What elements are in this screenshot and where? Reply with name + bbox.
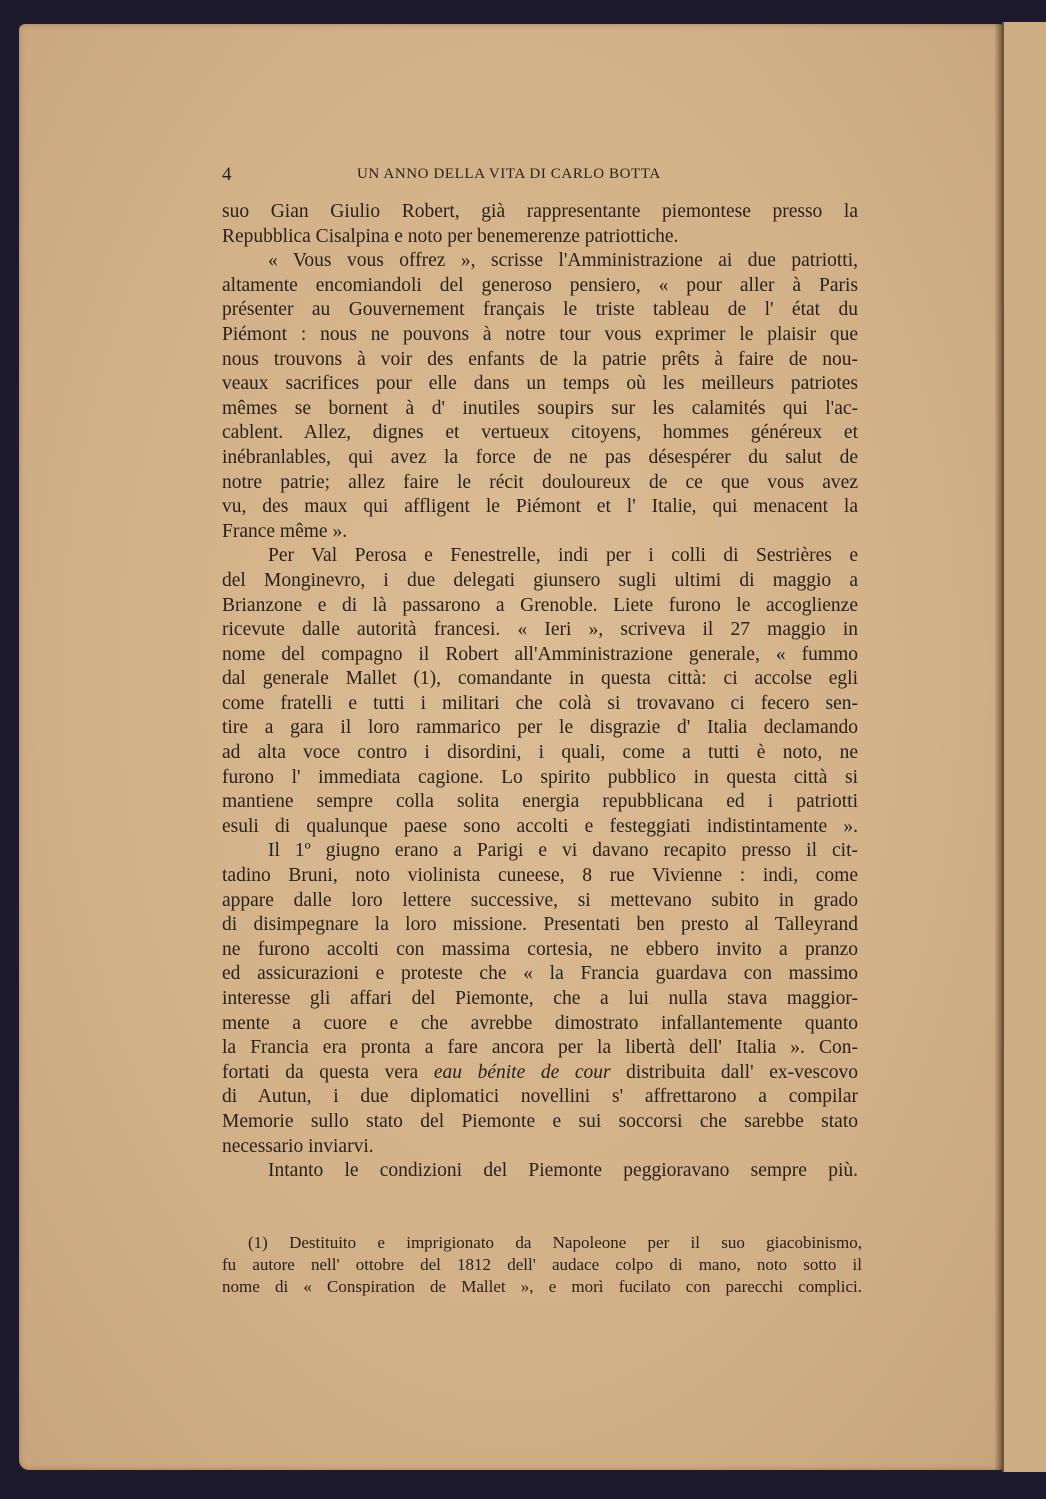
text-line: Repubblica Cisalpina e noto per benemerenze patriottiche. [222,225,679,247]
text-line: Piémont : nous ne pouvons à notre tour vous exprimer le plaisir que [222,323,858,345]
text-line: necessario inviarvi. [222,1135,374,1157]
paragraph-3 [222,544,858,839]
text-line: appare dalle loro lettere successive, si mettevano subito in grado [222,889,858,911]
text-line: altamente encomiandoli del generoso pensiero, « pour aller à Paris [222,274,858,296]
text-line: come fratelli e tutti i militari che colà si trovavano ci fecero sen- [222,692,858,714]
text-line-with-italic [222,1061,858,1086]
text-line: ad alta voce contro i disordini, i quali, come a tutti è noto, ne [222,742,858,764]
text-line: veaux sacrifices pour elle dans un temps où les meilleurs patriotes [222,373,858,395]
text-line: « Vous vous offrez », scrisse l'Amministrazione ai due patriotti, [268,250,858,272]
text-segment: distribuita dall' ex-vescovo [610,1061,859,1083]
footnote-line: nome di « Conspiration de Mallet », e morì fucilato con parecchi complici. [222,1277,862,1296]
running-title: UN ANNO DELLA VITA DI CARLO BOTTA [357,166,661,182]
text-line: di Autun, i due diplomatici novellini s' affrettarono a compilar [222,1086,858,1108]
footnote-line: (1) Destituito e imprigionato da Napoleone per il suo giacobinismo, [248,1233,862,1252]
text-line: Per Val Perosa e Fenestrelle, indi per i colli di Sestrières e [268,545,858,567]
text-line: France même ». [222,520,348,542]
text-line: di disimpegnare la loro missione. Presentati ben presto al Talleyrand [222,914,858,936]
text-line: dal generale Mallet (1), comandante in questa città: ci accolse egli [222,668,858,690]
body-text [222,200,858,1184]
text-line: inébranlables, qui avez la force de ne pas désespérer du salut de [222,446,858,468]
text-line: nome del compagno il Robert all'Amministrazione generale, « fummo [222,643,858,665]
text-line: del Monginevro, i due delegati giunsero sugli ultimi di maggio a [222,569,858,591]
text-segment: fortati da questa vera [222,1061,434,1083]
text-line: notre patrie; allez faire le récit douloureux de ce que vous avez [222,471,858,493]
text-line: interesse gli affari del Piemonte, che a lui nulla stava maggior- [222,988,858,1009]
text-line: Il 1º giugno erano a Parigi e vi davano recapito presso il cit- [268,840,858,862]
adjacent-page-edge [1002,22,1046,1472]
text-line: furono l' immediata cagione. Lo spirito pubblico in questa città si [222,766,858,788]
text-line: Brianzone e di là passarono a Grenoble. Liete furono le accoglienze [222,594,858,616]
text-line: nous trouvons à voir des enfants de la patrie prêts à faire de nou- [222,348,858,370]
text-line: cablent. Allez, dignes et vertueux citoyens, hommes généreux et [222,422,858,444]
text-line: suo Gian Giulio Robert, già rappresentante piemontese presso la [222,201,858,222]
text-line: tire a gara il loro rammarico per le disgrazie d' Italia declamando [222,717,858,739]
page-header [222,162,858,188]
paragraph-5 [222,1159,858,1184]
text-line: mente a cuore e che avrebbe dimostrato infallantemente quanto [222,1012,858,1034]
footnote-line: fu autore nell' ottobre del 1812 dell' audace colpo di mano, noto sotto il [222,1255,862,1274]
text-line: Memorie sullo stato del Piemonte e sui soccorsi che sarebbe stato [222,1110,858,1132]
text-line: tadino Bruni, noto violinista cuneese, 8 rue Vivienne : indi, come [222,865,858,887]
text-line: ne furono accolti con massima cortesia, ne ebbero invito a pranzo [222,938,858,960]
page-number: 4 [222,164,232,185]
text-line: ed assicurazioni e proteste che « la Francia guardava con massimo [222,963,858,985]
text-line: présenter au Gouvernement français le triste tableau de l' état du [222,299,858,321]
text-line: Intanto le condizioni del Piemonte peggioravano sempre più. [268,1160,858,1182]
footnote [222,1232,862,1298]
paragraph-4 [222,839,858,1159]
text-line: mêmes se bornent à d' inutiles soupirs sur les calamités qui l'ac- [222,397,858,419]
text-line: mantiene sempre colla solita energia repubblicana ed i patriotti [222,791,858,813]
text-line: la Francia era pronta a fare ancora per la libertà dell' Italia ». Con- [222,1037,858,1059]
italic-phrase: eau bénite de cour [433,1061,611,1083]
text-line: esuli di qualunque paese sono accolti e festeggiati indistintamente ». [222,815,858,837]
text-line: ricevute dalle autorità francesi. « Ieri », scriveva il 27 maggio in [222,619,858,641]
paragraph-1 [222,200,858,249]
text-line: vu, des maux qui affligent le Piémont et l' Italie, qui menacent la [222,496,858,518]
paragraph-2 [222,249,858,544]
